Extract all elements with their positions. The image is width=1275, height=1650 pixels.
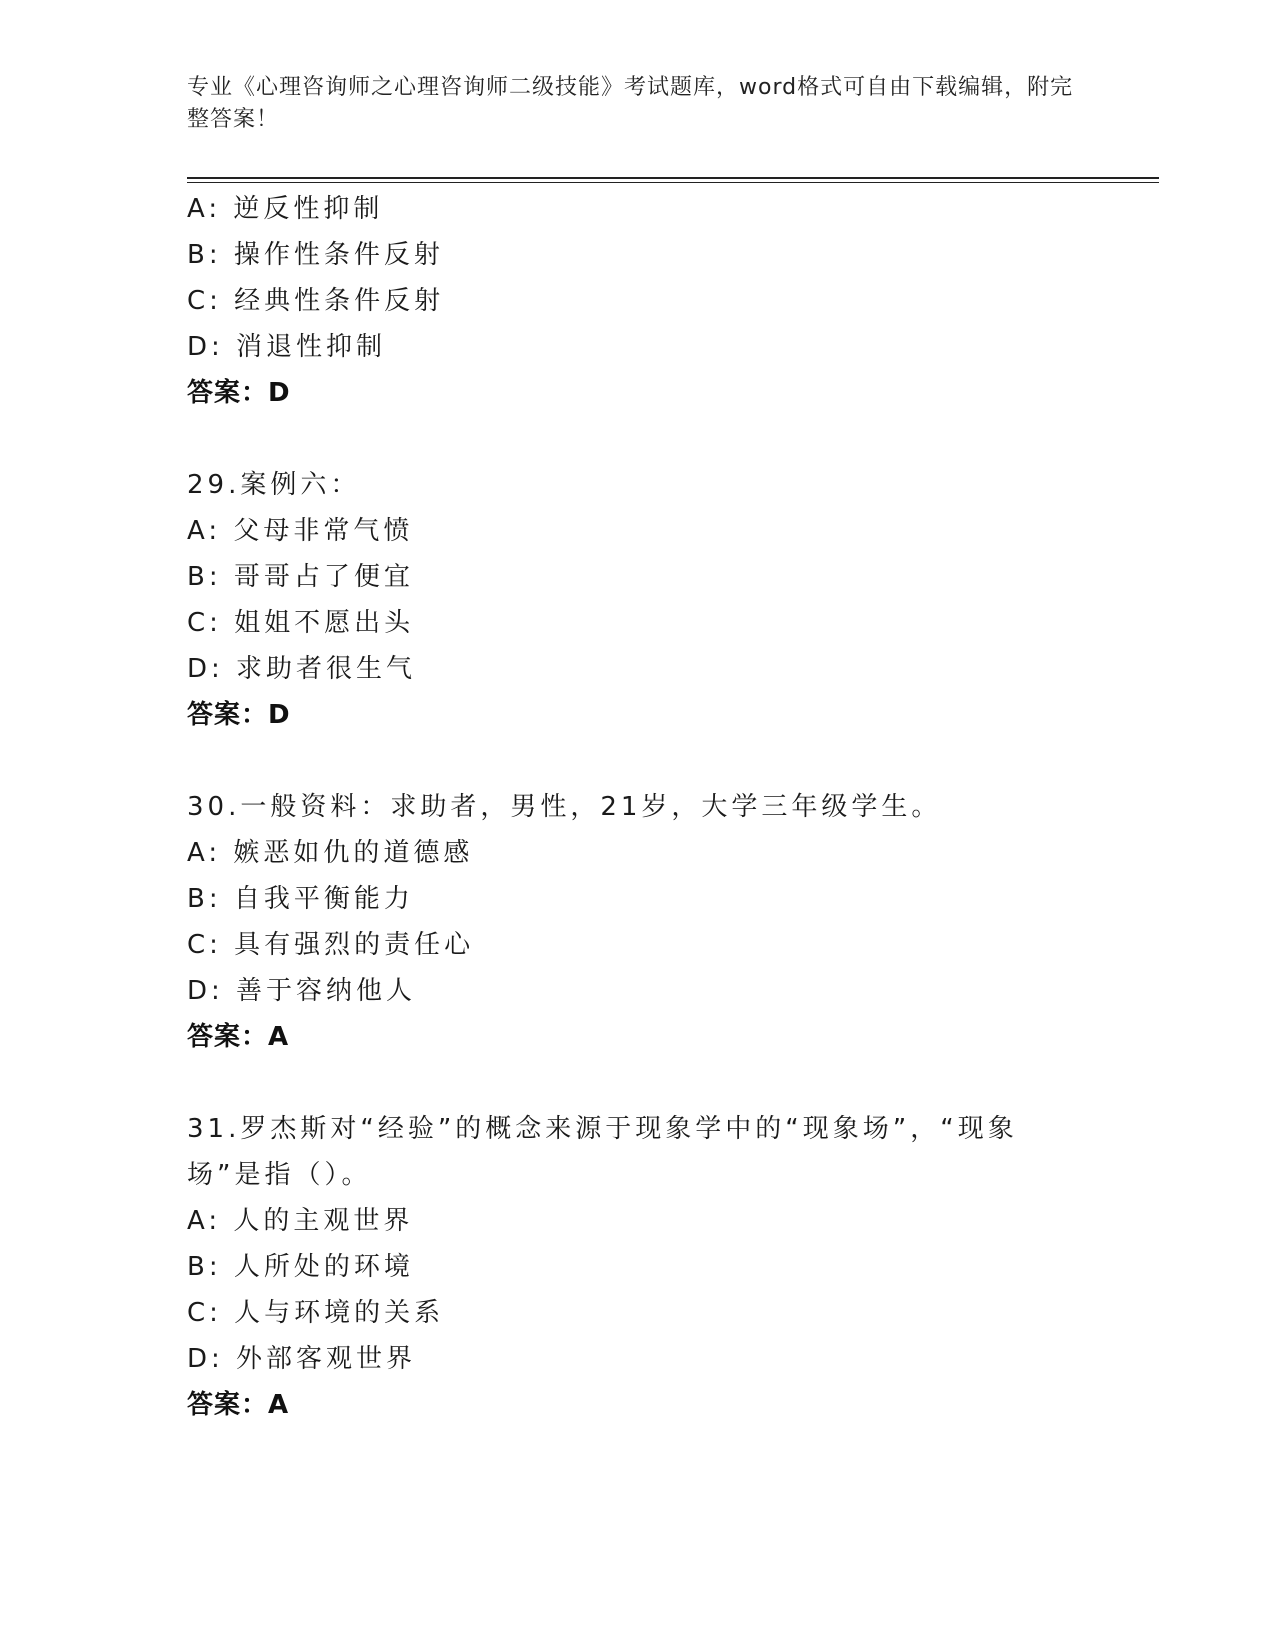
question-31 (187, 1106, 1087, 1428)
answer: 答案：A (187, 1390, 290, 1420)
spacer (187, 1060, 1087, 1106)
answer: 答案：D (187, 378, 291, 408)
option-b: B: 操作性条件反射 (187, 240, 444, 270)
answer: 答案：D (187, 700, 291, 730)
question-stem: 29.案例六： (187, 470, 361, 500)
option-b: B: 自我平衡能力 (187, 884, 414, 914)
question-29 (187, 462, 1087, 738)
question-30 (187, 784, 1087, 1060)
option-a: A: 嫉恶如仇的道德感 (187, 838, 474, 868)
option-d: D: 求助者很生气 (187, 654, 417, 684)
header-rule-thin (187, 182, 1159, 183)
document-header: 专业《心理咨询师之心理咨询师二级技能》考试题库，word格式可自由下载编辑，附完整答案！ (187, 75, 1074, 132)
header-rule-thick (187, 177, 1159, 179)
option-c: C: 具有强烈的责任心 (187, 930, 475, 960)
option-b: B: 哥哥占了便宜 (187, 562, 414, 592)
option-d: D: 外部客观世界 (187, 1344, 417, 1374)
option-a: A: 逆反性抑制 (187, 194, 384, 224)
answer: 答案：A (187, 1022, 290, 1052)
question-list (187, 186, 1087, 1428)
option-b: B: 人所处的环境 (187, 1252, 414, 1282)
option-d: D: 消退性抑制 (187, 332, 387, 362)
question-stem: 31.罗杰斯对“经验”的概念来源于现象学中的“现象场”，“现象场”是指（）。 (187, 1114, 1018, 1190)
option-c: C: 人与环境的关系 (187, 1298, 445, 1328)
option-c: C: 经典性条件反射 (187, 286, 445, 316)
spacer (187, 738, 1087, 784)
option-a: A: 人的主观世界 (187, 1206, 414, 1236)
question-28 (187, 186, 1087, 416)
question-stem: 30.一般资料：求助者，男性，21岁，大学三年级学生。 (187, 792, 942, 822)
option-c: C: 姐姐不愿出头 (187, 608, 415, 638)
option-a: A: 父母非常气愤 (187, 516, 414, 546)
spacer (187, 416, 1087, 462)
option-d: D: 善于容纳他人 (187, 976, 417, 1006)
